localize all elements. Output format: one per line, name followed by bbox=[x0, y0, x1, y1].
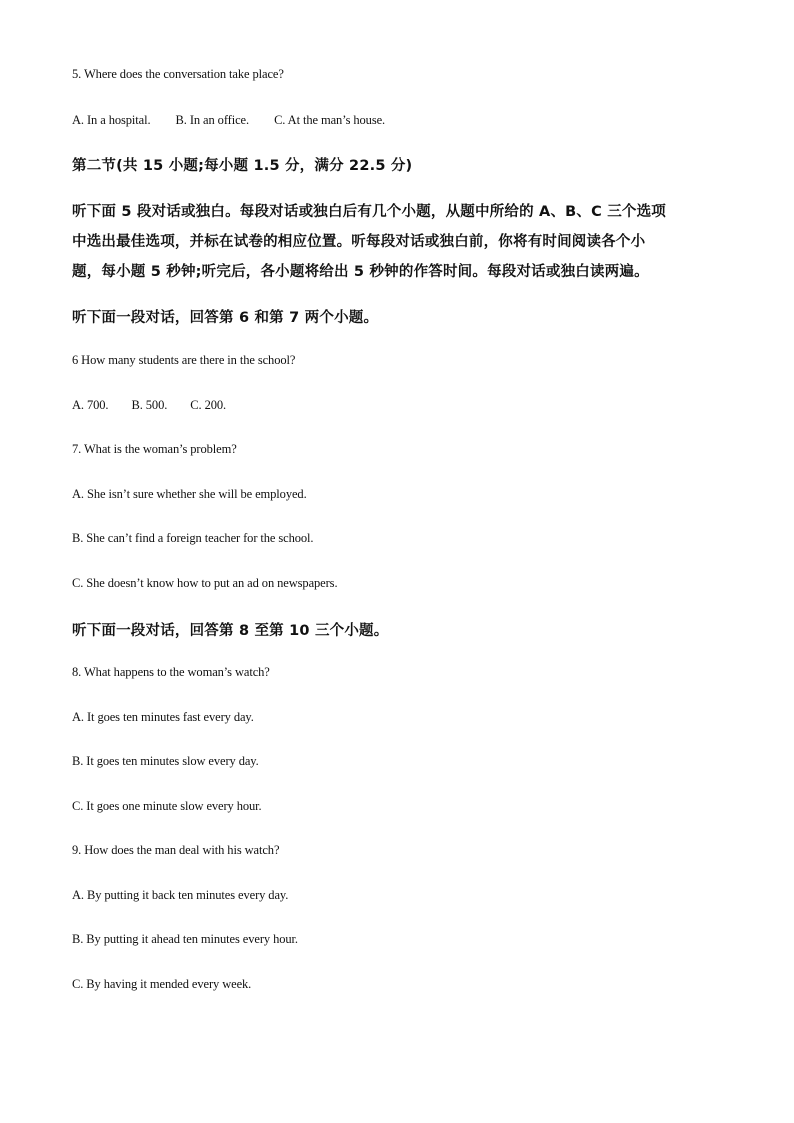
question-8-option-b: B. It goes ten minutes slow every day. bbox=[72, 754, 259, 768]
question-9-stem: 9. How does the man deal with his watch? bbox=[72, 843, 280, 857]
question-8-option-c: C. It goes one minute slow every hour. bbox=[72, 799, 262, 813]
question-5-stem: 5. Where does the conversation take place? bbox=[72, 67, 284, 81]
question-6-stem: 6 How many students are there in the school? bbox=[72, 353, 296, 367]
question-8-stem: 8. What happens to the woman’s watch? bbox=[72, 665, 270, 679]
dialog-2-intro: 听下面一段对话，回答第 8 至第 10 三个小题。 bbox=[72, 623, 389, 639]
question-6-option-a: A. 700. bbox=[72, 398, 109, 412]
question-7-option-b: B. She can’t find a foreign teacher for the school. bbox=[72, 531, 314, 545]
question-5-option-b: B. In an office. bbox=[175, 113, 250, 127]
question-5-option-a: A. In a hospital. bbox=[72, 113, 151, 127]
question-6-options bbox=[72, 398, 226, 413]
question-7-stem: 7. What is the woman’s problem? bbox=[72, 442, 237, 456]
question-5-option-c: C. At the man’s house. bbox=[274, 113, 386, 127]
section-2-instruction-line-1: 听下面 5 段对话或独白。每段对话或独白后有几个小题，从题中所给的 A、B、C 三个选项 bbox=[72, 204, 666, 220]
dialog-1-intro: 听下面一段对话，回答第 6 和第 7 两个小题。 bbox=[72, 310, 379, 326]
section-2-heading: 第二节(共 15 小题;每小题 1.5 分，满分 22.5 分) bbox=[72, 158, 413, 174]
section-2-instruction-line-3: 题，每小题 5 秒钟;听完后，各小题将给出 5 秒钟的作答时间。每段对话或独白读两遍。 bbox=[72, 264, 649, 280]
question-9-option-b: B. By putting it ahead ten minutes every hour. bbox=[72, 932, 298, 946]
question-9-option-c: C. By having it mended every week. bbox=[72, 977, 252, 991]
question-7-option-a: A. She isn’t sure whether she will be employed. bbox=[72, 487, 307, 501]
question-6-option-c: C. 200. bbox=[190, 398, 227, 412]
question-8-option-a: A. It goes ten minutes fast every day. bbox=[72, 710, 254, 724]
question-6-option-b: B. 500. bbox=[131, 398, 168, 412]
question-9-option-a: A. By putting it back ten minutes every day. bbox=[72, 888, 289, 902]
section-2-instruction-line-2: 中选出最佳选项，并标在试卷的相应位置。听每段对话或独白前，你将有时间阅读各个小 bbox=[72, 234, 646, 250]
question-5-options bbox=[72, 113, 385, 128]
question-7-option-c: C. She doesn’t know how to put an ad on newspapers. bbox=[72, 576, 338, 590]
